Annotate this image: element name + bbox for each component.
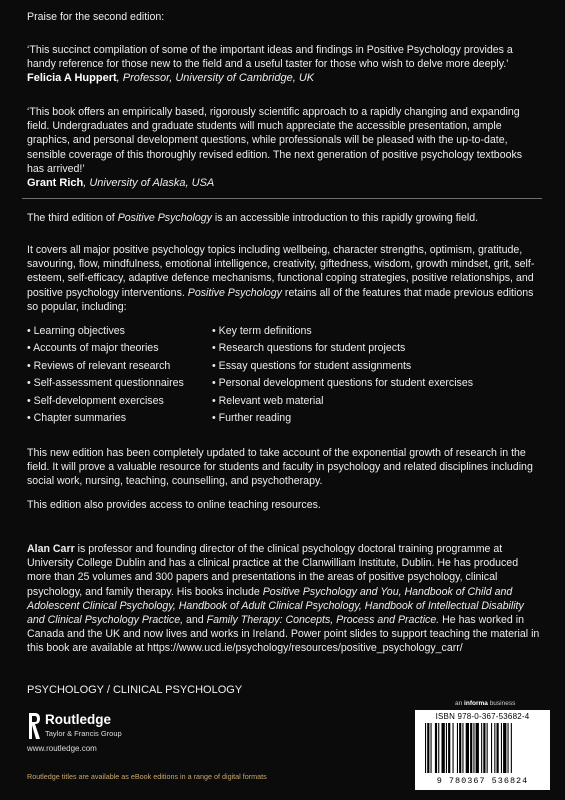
barcode-bar xyxy=(494,723,495,773)
barcode-bar xyxy=(427,723,429,773)
barcode-bar xyxy=(476,723,479,773)
barcode-number: 9 780367 536824 xyxy=(436,776,529,786)
online-resources-paragraph: This edition also provides access to online teaching resources. xyxy=(27,499,321,511)
quote-affiliation: , Professor, University of Cambridge, UK xyxy=(116,72,315,85)
feature-item: • Key term definitions xyxy=(212,325,312,337)
quote-text: ‘This succinct compilation of some of the important ideas and findings in Positive Psychology provides a handy reference for those new to the field and a useful taster for those who wish to delve more deeply.’ xyxy=(27,44,513,71)
barcode-bar xyxy=(483,723,485,773)
quote-attribution xyxy=(27,72,314,84)
barcode-bar xyxy=(508,723,509,773)
informa-tag xyxy=(455,700,515,707)
barcode-bar xyxy=(466,723,469,773)
feature-item: • Research questions for student projects xyxy=(212,342,406,355)
informa-brand: informa xyxy=(464,700,488,707)
ebook-note: Routledge titles are available as eBook editions in a range of digital formats xyxy=(27,772,267,781)
informa-prefix: an xyxy=(455,700,465,707)
topics-text-end: retains all of the features that made previous editions so popular, including: xyxy=(27,286,534,313)
barcode-bar xyxy=(446,723,447,773)
subject-category: PSYCHOLOGY / CLINICAL PSYCHOLOGY xyxy=(27,684,243,696)
bio-text: and xyxy=(183,614,207,627)
quote-text: ‘This book offers an empirically based, rigorously scientific approach to a rapidly changing and expanding field. Undergraduates and graduate students will much appreciate the accessible presentation, ample graphics, and personal development questions, while professionals will be pleased with the up-to-date, sensible coverage of this thoroughly revised edition. The next generation of positive psychology textbooks has arrived!’ xyxy=(27,106,523,175)
feature-item: • Self-development exercises xyxy=(27,394,164,407)
bio-book: Family Therapy: Concepts, Process and Practice. xyxy=(206,614,440,627)
barcode-bars xyxy=(425,723,543,781)
intro-text-end: is an accessible introduction to this rapidly growing field. xyxy=(211,212,479,224)
bio-text: He has worked in Canada and the UK and now lives and works in Ireland. Power point slides to support teaching the material in this book are available at https://www.ucd.ie/psychology/resources/positive_psychology_carr/ xyxy=(27,614,540,655)
publisher-url[interactable]: www.routledge.com xyxy=(27,744,97,753)
isbn-label: ISBN 978-0-367-53682-4 xyxy=(435,712,530,721)
feature-item: • Learning objectives xyxy=(27,325,125,337)
author-name: Alan Carr xyxy=(27,543,75,555)
feature-item: • Accounts of major theories xyxy=(27,342,159,355)
feature-item: • Chapter summaries xyxy=(27,411,127,424)
barcode-bar xyxy=(453,723,454,773)
feature-item: • Reviews of relevant research xyxy=(27,359,171,372)
feature-item: • Personal development questions for student exercises xyxy=(212,377,474,390)
topics-text: It covers all major positive psychology topics including wellbeing, character strengths, optimism, gratitude, savouring, flow, mindfulness, emotional intelligence, creativity, giftedness, wisdom, growth mindset, grit, self-esteem, self-efficacy, adaptive defence mechanisms, functional coping strategies, positive relationships, and positive psychology interventions. xyxy=(27,244,535,299)
barcode-bar xyxy=(491,723,492,773)
barcode-bar xyxy=(503,723,506,773)
barcode-bar xyxy=(481,723,482,773)
barcode-bar xyxy=(438,723,439,773)
topics-paragraph xyxy=(27,243,542,314)
routledge-r-icon xyxy=(27,711,41,741)
barcode-bar xyxy=(462,723,463,773)
intro-text: The third edition of xyxy=(27,212,118,224)
author-bio xyxy=(27,542,542,656)
topics-title: Positive Psychology xyxy=(187,286,282,299)
new-edition-paragraph: This new edition has been completely updated to take account of the exponential growth of research in the field. It will prove a valuable resource for students and faculty in psychology and related disciplines including social work, nursing, teaching, counselling, and psychotherapy. xyxy=(27,447,533,488)
barcode-bar xyxy=(425,723,426,773)
praise-heading: Praise for the second edition: xyxy=(27,11,165,23)
divider xyxy=(22,198,542,199)
barcode-bar xyxy=(501,723,502,773)
routledge-logo xyxy=(27,711,207,741)
barcode-bar xyxy=(457,723,458,773)
barcode-bar xyxy=(497,723,499,773)
quote-huppert xyxy=(27,43,542,86)
bio-books: Positive Psychology and You, Handbook of Child and Adolescent Clinical Psychology, Handbook of Adult Clinical Psychology, Handbook of Intellectual Disability and Clinical Psychology Practice, xyxy=(27,585,524,627)
barcode-bar xyxy=(448,723,450,773)
feature-item: • Relevant web material xyxy=(212,394,324,407)
quote-attribution xyxy=(27,177,214,189)
intro-paragraph xyxy=(27,211,542,225)
quote-rich xyxy=(27,105,542,190)
publisher-group: Taylor & Francis Group xyxy=(45,729,122,738)
barcode-bar xyxy=(511,723,512,773)
feature-item: • Further reading xyxy=(212,411,292,424)
intro-title: Positive Psychology xyxy=(117,212,212,224)
barcode-bar xyxy=(442,723,445,773)
bio-text: is professor and founding director of the clinical psychology doctoral training programme at University College Dublin and has a clinical practice at the Clanwilliam Institute, Dublin. He has produced more than 25 volumes and 300 papers and presentations in the areas of positive psychology, clinical psychology, and family therapy. His books include xyxy=(27,543,519,598)
publisher-name: Routledge xyxy=(45,712,111,727)
features-list xyxy=(27,324,542,425)
barcode-bar xyxy=(459,723,461,773)
quote-author: Felicia A Huppert xyxy=(27,72,117,85)
barcode-bar xyxy=(435,723,437,773)
barcode-bar xyxy=(470,723,472,773)
feature-item: • Self-assessment questionnaires xyxy=(27,377,184,390)
barcode-bar xyxy=(431,723,432,773)
barcode-bar xyxy=(473,723,474,773)
quote-affiliation: , University of Alaska, USA xyxy=(83,177,215,190)
isbn-barcode xyxy=(415,710,550,790)
barcode-bar xyxy=(487,723,488,773)
quote-author: Grant Rich xyxy=(27,177,84,190)
feature-item: • Essay questions for student assignments xyxy=(212,359,412,372)
informa-suffix: business xyxy=(487,700,516,707)
